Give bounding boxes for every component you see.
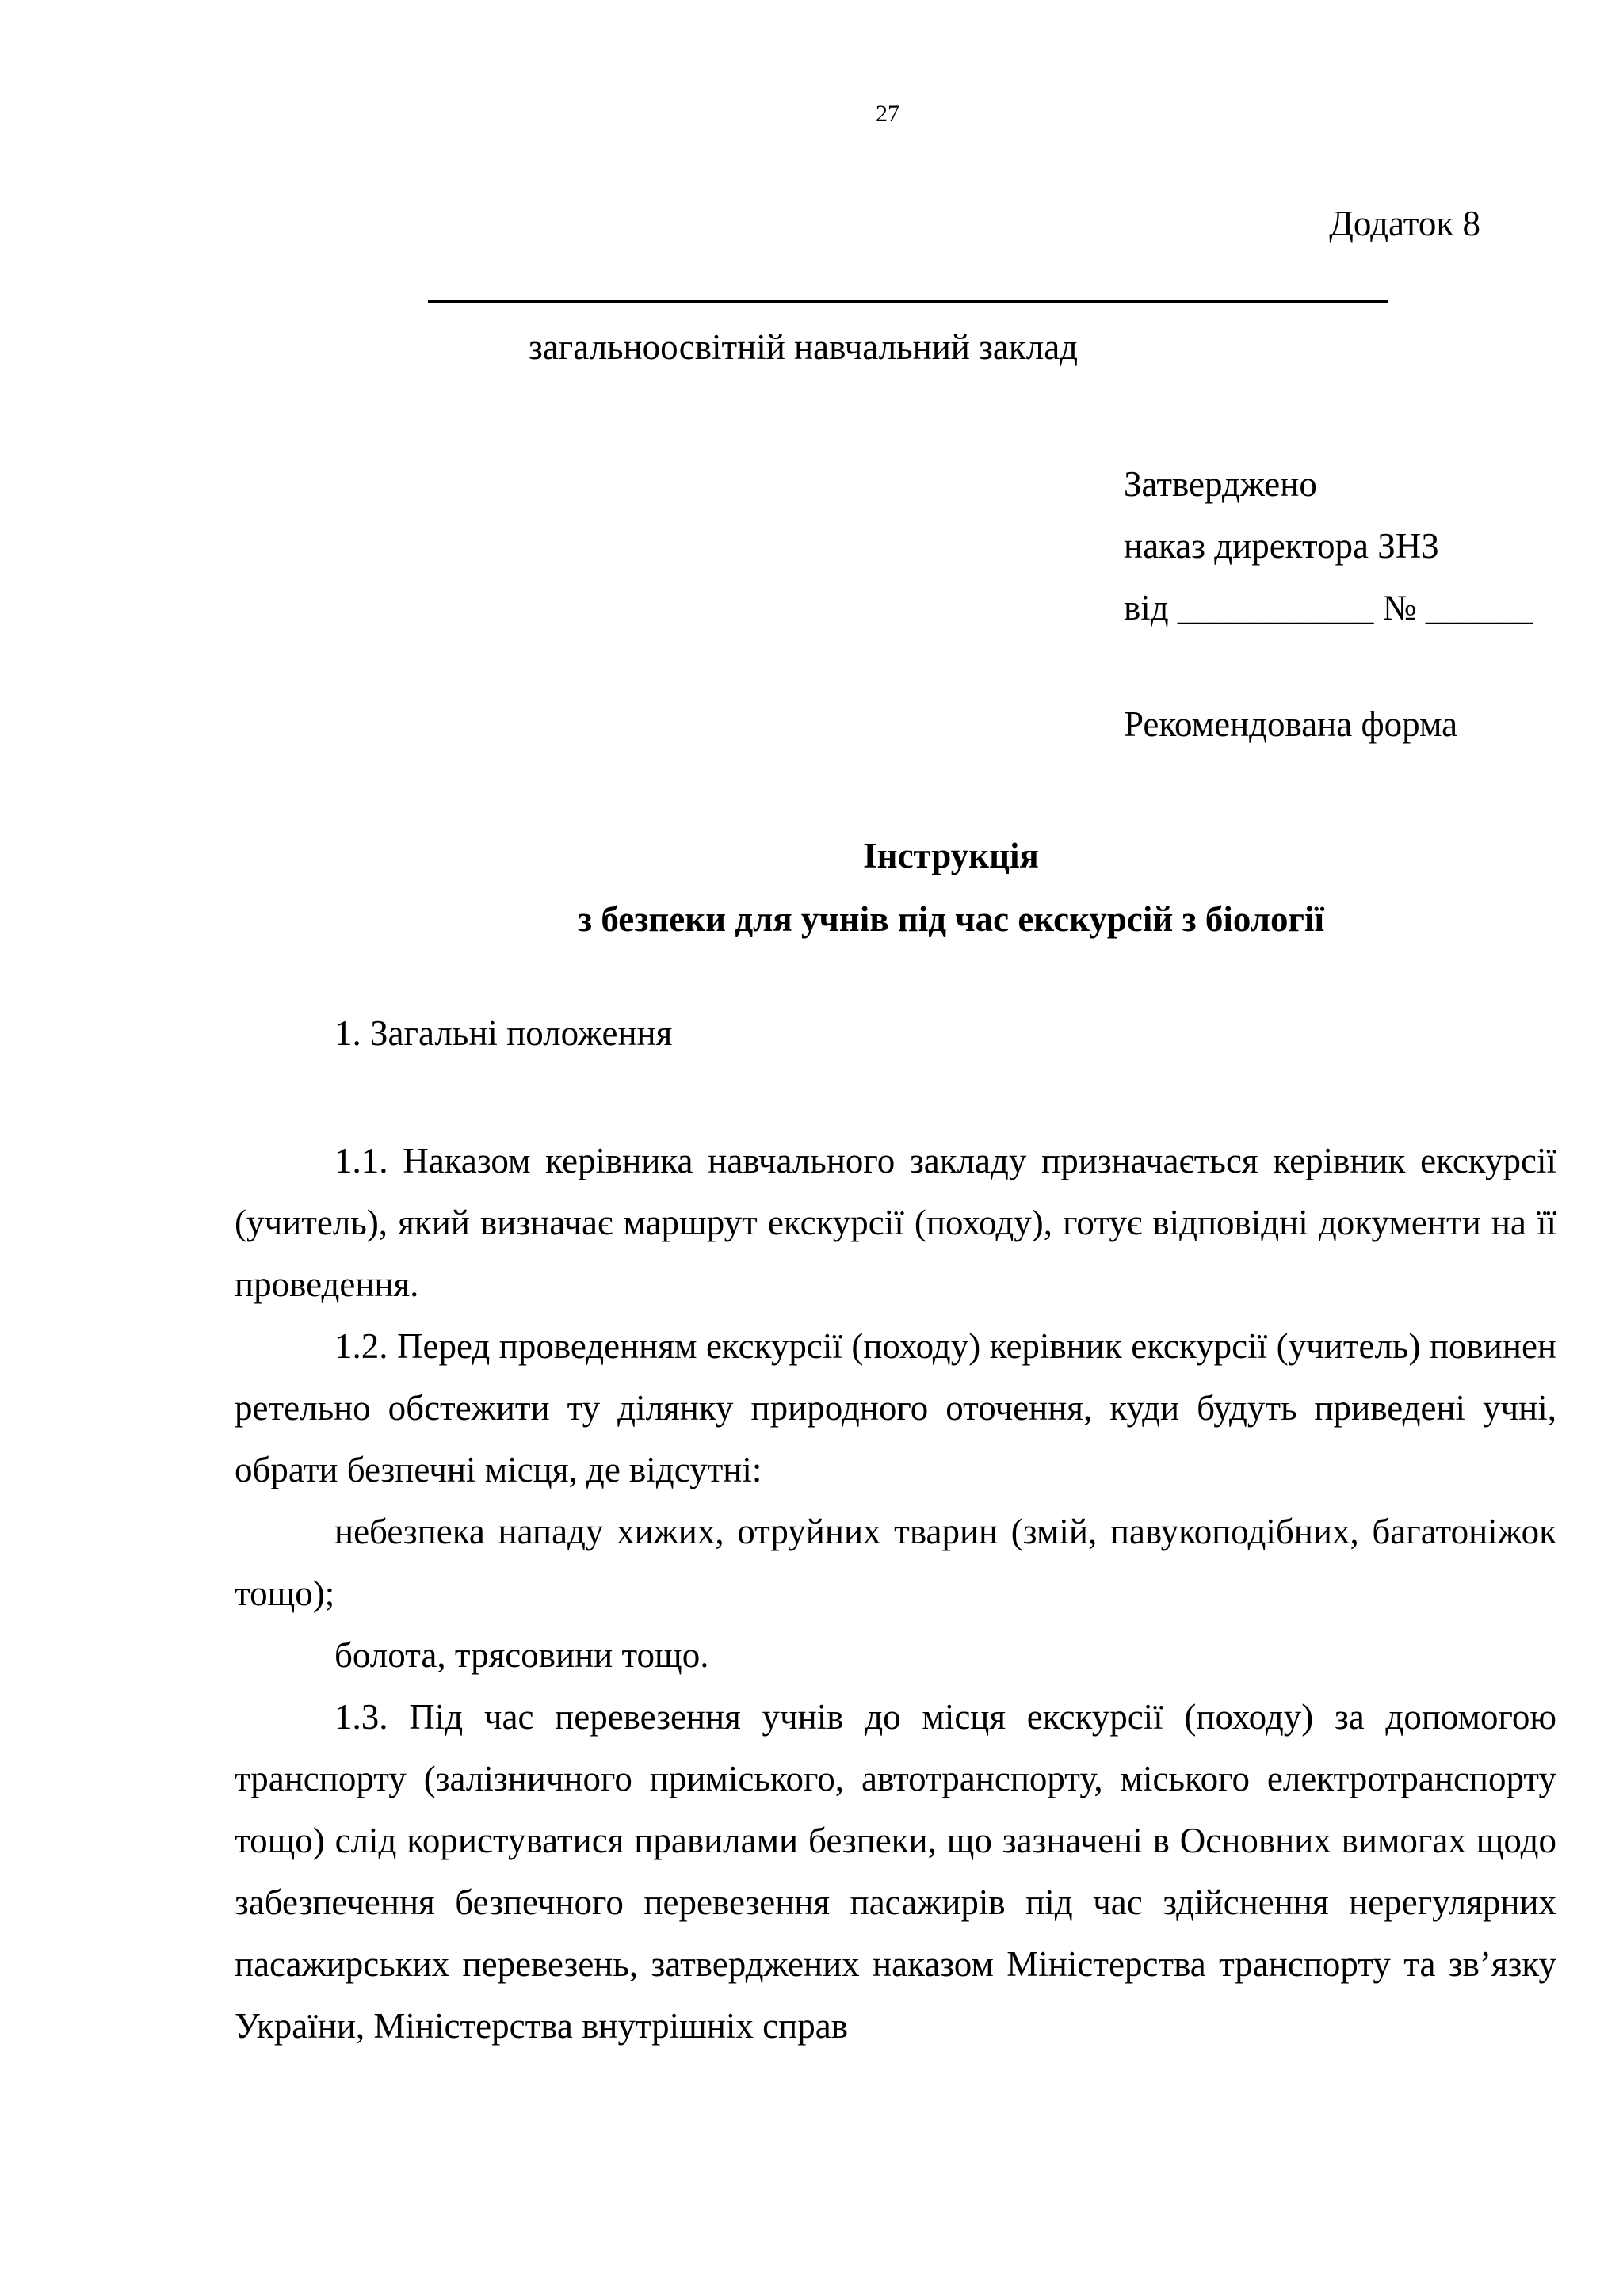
- approval-line-date-number: від ___________ № ______: [1124, 588, 1533, 627]
- recommended-form-label: Рекомендована форма: [1124, 704, 1458, 744]
- approval-line-approved: Затверджено: [1124, 464, 1317, 504]
- paragraph: небезпека нападу хижих, отруйних тварин (змій, павукоподібних, багатоніжок тощо);: [235, 1512, 1556, 1613]
- institution-name-blank-line: [428, 300, 1388, 303]
- title-line-1: Інструкція: [863, 836, 1039, 875]
- section-heading: 1. Загальні положення: [334, 1013, 673, 1053]
- paragraph: 1.1. Наказом керівника навчального закладу призначається керівник екскурсії (учитель), який визначає маршрут екскурсії (походу), готує відповідні документи на її проведення.: [235, 1141, 1556, 1304]
- page-number: 27: [876, 101, 899, 127]
- body-text: [235, 1130, 1556, 2057]
- title-line-2: з безпеки для учнів під час екскурсій з біології: [578, 899, 1324, 939]
- paragraph: 1.2. Перед проведенням екскурсії (походу) керівник екскурсії (учитель) повинен ретельно обстежити ту ділянку природного оточення, куди будуть приведені учні, обрати безпечні місця, де відсутні:: [235, 1326, 1556, 1489]
- approval-block: [1124, 453, 1533, 639]
- document-title: [0, 824, 1623, 951]
- paragraph: болота, трясовини тощо.: [334, 1635, 709, 1675]
- appendix-label: Додаток 8: [1329, 204, 1480, 243]
- institution-caption: загальноосвітній навчальний заклад: [529, 327, 1079, 367]
- approval-line-order: наказ директора ЗНЗ: [1124, 526, 1439, 566]
- paragraph: 1.3. Під час перевезення учнів до місця екскурсії (походу) за допомогою транспорту (залізничного приміського, автотранспорту, міського електротранспорту тощо) слід користуватися правилами безпеки, що зазначені в Основних вимогах щодо забезпечення безпечного перевезення пасажирів під час здійснення нерегулярних пасажирських перевезень, затверджених наказом Міністерства транспорту та зв’язку України, Міністерства внутрішніх справ: [235, 1697, 1556, 2046]
